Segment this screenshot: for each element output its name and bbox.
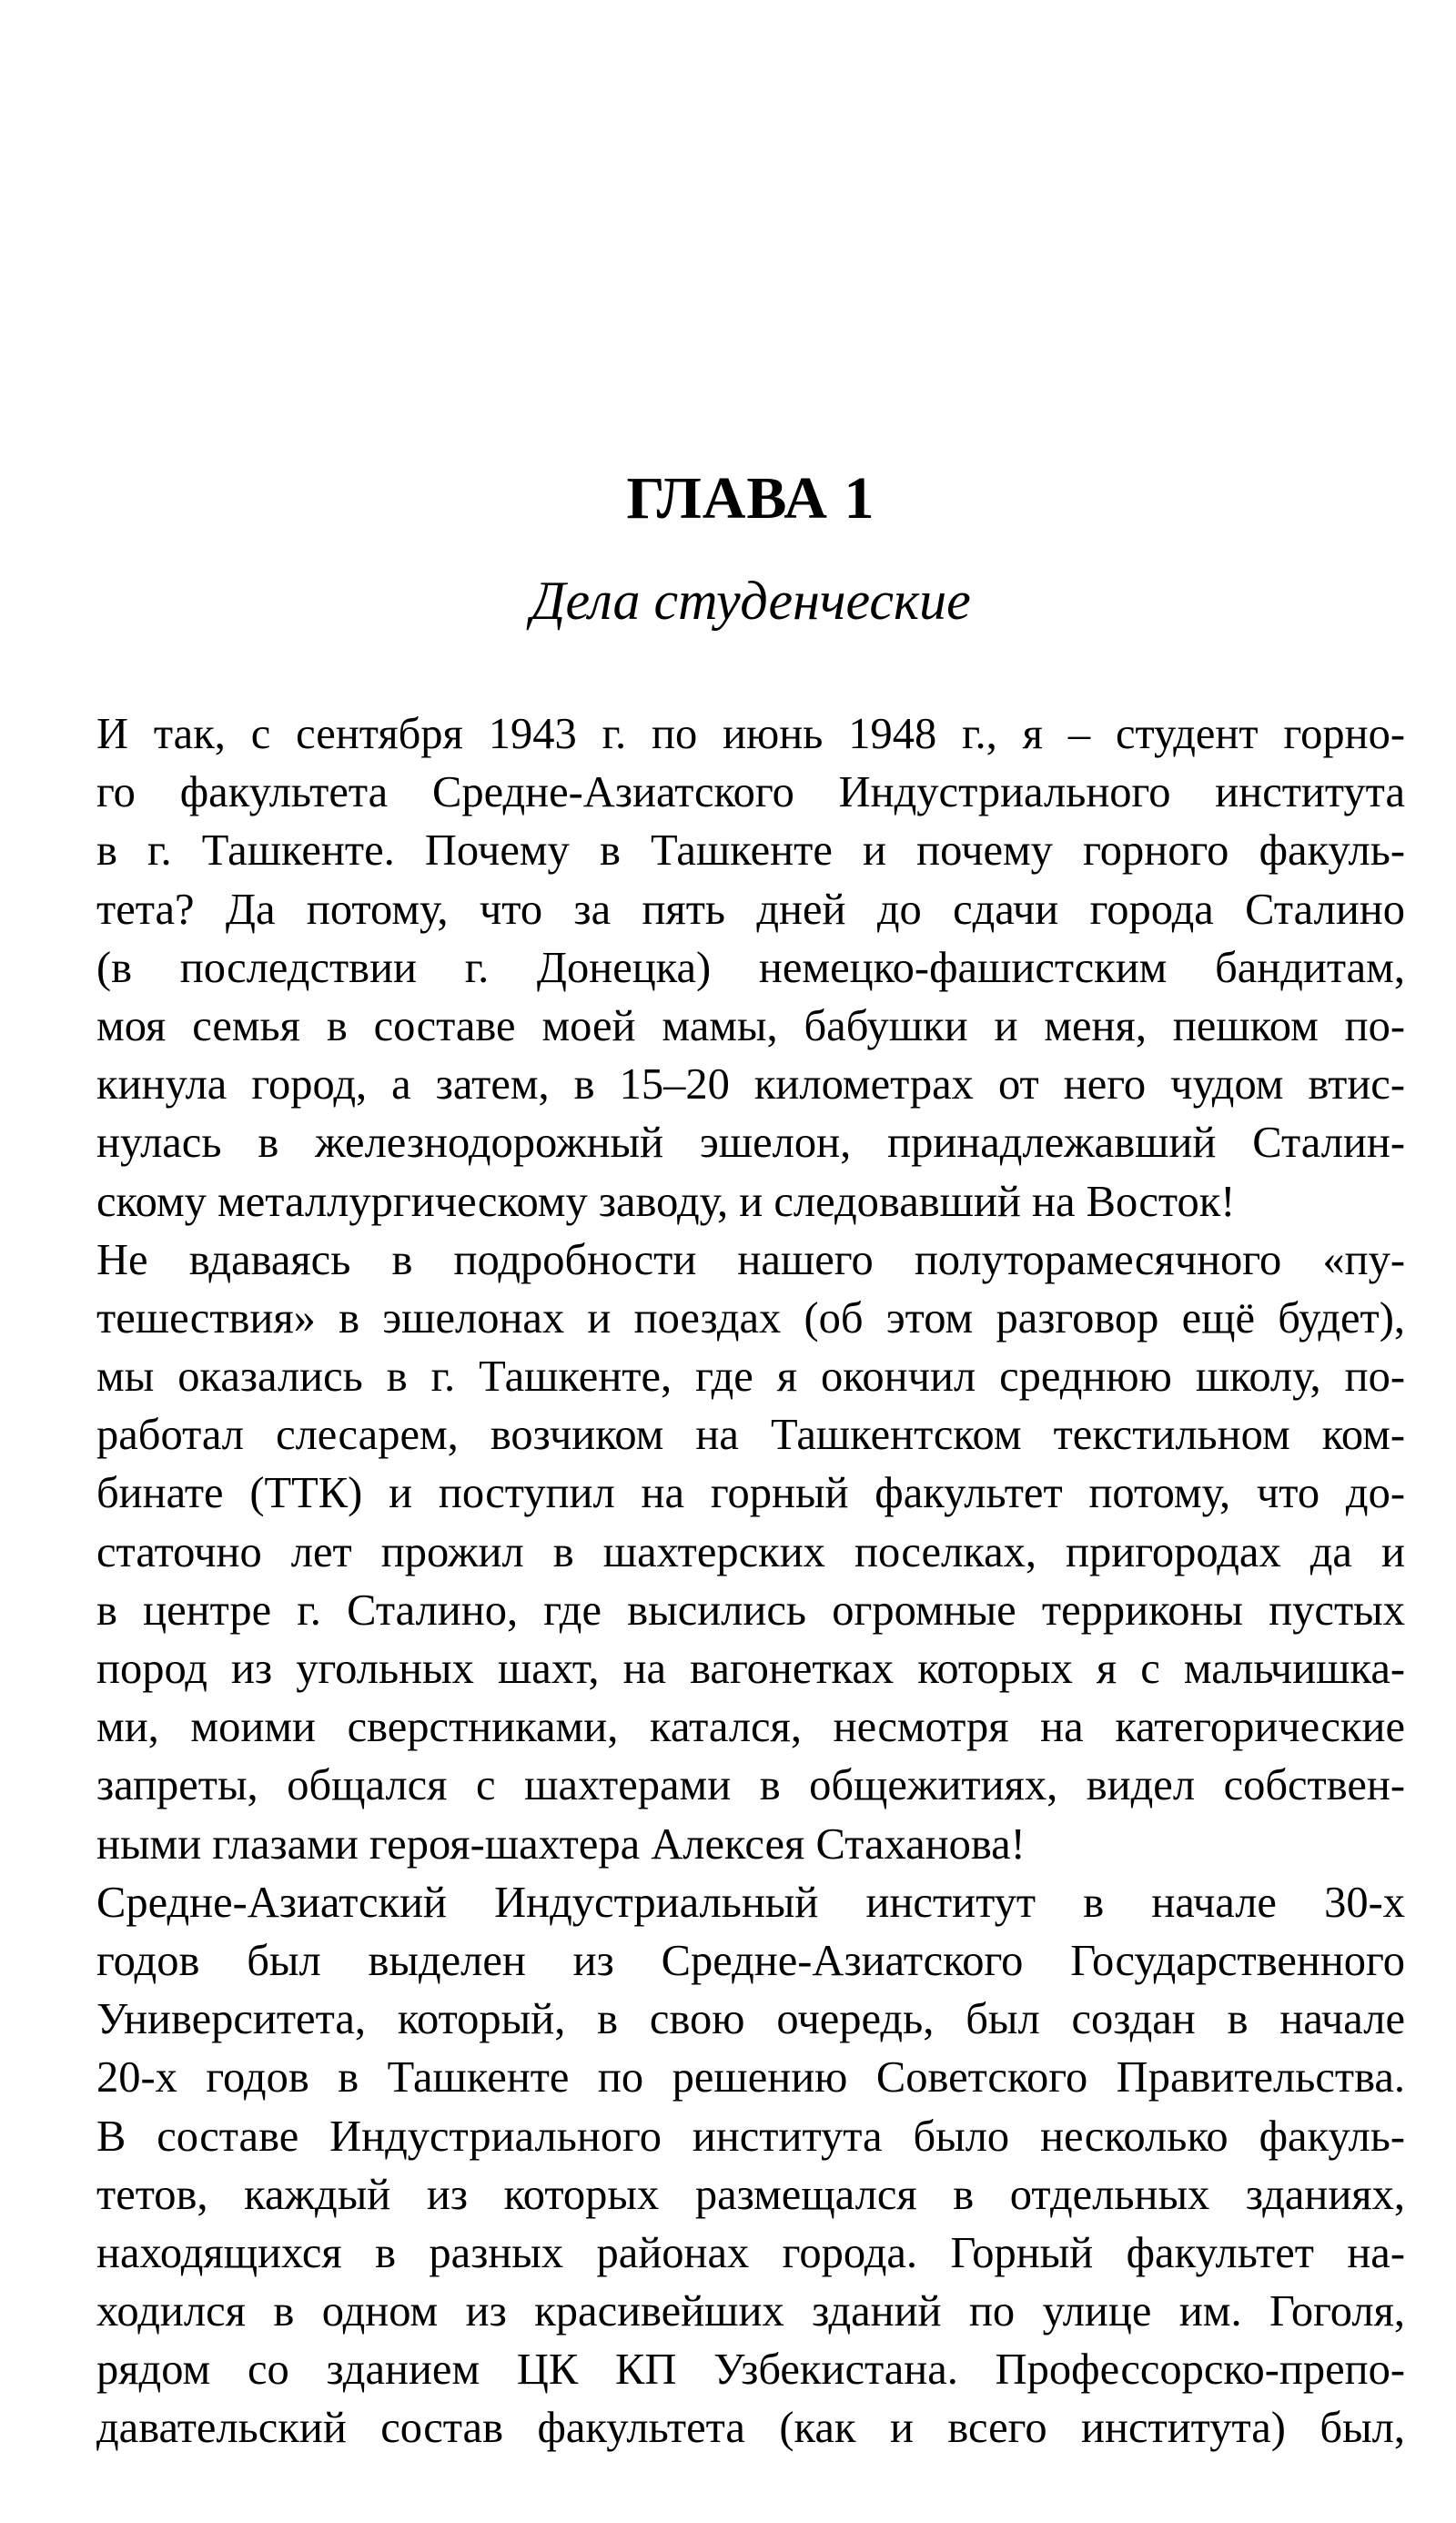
text-line: Не вдаваясь в подробности нашего полуторамесячного «пу- bbox=[96, 1235, 1405, 1284]
text-line: пород из угольных шахт, на вагонетках которых я с мальчишка- bbox=[96, 1645, 1405, 1693]
chapter-subtitle: Дела студенческие bbox=[531, 571, 971, 631]
text-line: скому металлургическому заводу, и следовавший на Восток! bbox=[96, 1177, 1236, 1226]
text-line: в г. Ташкенте. Почему в Ташкенте и почему горного факуль- bbox=[96, 826, 1405, 876]
text-line: тетов, каждый из которых размещался в отдельных зданиях, bbox=[96, 2170, 1405, 2219]
text-line: ми, моими сверстниками, катался, несмотря на категорические bbox=[96, 1703, 1405, 1752]
text-line: в центре г. Сталино, где высились огромные терриконы пустых bbox=[96, 1586, 1405, 1635]
text-line: го факультета Средне-Азиатского Индустриального института bbox=[96, 768, 1405, 817]
text-line: находящихся в разных районах города. Горный факультет на- bbox=[96, 2228, 1405, 2277]
text-line: годов был выделен из Средне-Азиатского Государственного bbox=[96, 1936, 1405, 1985]
text-line: (в последствии г. Донецка) немецко-фашистским бандитам, bbox=[96, 943, 1405, 992]
text-line: давательский состав факультета (как и всего института) был, bbox=[96, 2404, 1405, 2453]
text-line: моя семья в составе моей мамы, бабушки и меня, пешком по- bbox=[96, 1001, 1405, 1050]
text-line: И так, с сентября 1943 г. по июнь 1948 г., я – студент горно- bbox=[96, 710, 1405, 758]
text-line: нулась в железнодорожный эшелон, принадлежавший Сталин- bbox=[96, 1119, 1405, 1168]
text-line: рядом со зданием ЦК КП Узбекистана. Профессорско-препо- bbox=[96, 2346, 1405, 2395]
text-line: статочно лет прожил в шахтерских поселках, пригородах да и bbox=[96, 1527, 1405, 1576]
chapter-body bbox=[96, 705, 1405, 2458]
text-line: запреты, общался с шахтерами в общежитиях, видел собствен- bbox=[96, 1761, 1405, 1810]
text-line: 20-х годов в Ташкенте по решению Советского Правительства. bbox=[96, 2053, 1405, 2102]
text-line: кинула город, а затем, в 15–20 километрах от него чудом втис- bbox=[96, 1060, 1405, 1110]
book-page bbox=[96, 0, 1405, 2523]
text-line: ными глазами героя-шахтера Алексея Стаханова! bbox=[96, 1819, 1026, 1869]
text-line: мы оказались в г. Ташкенте, где я окончил среднюю школу, по- bbox=[96, 1353, 1405, 1402]
text-line: тета? Да потому, что за пять дней до сдачи города Сталино bbox=[96, 885, 1405, 934]
text-line: В составе Индустриального института было несколько факуль- bbox=[96, 2112, 1405, 2161]
chapter-heading: ГЛАВА 1 bbox=[626, 465, 875, 532]
text-line: бинате (ТТК) и поступил на горный факультет потому, что до- bbox=[96, 1469, 1405, 1518]
text-line: тешествия» в эшелонах и поездах (об этом разговор ещё будет), bbox=[96, 1293, 1405, 1343]
text-line: ходился в одном из красивейших зданий по улице им. Гоголя, bbox=[96, 2287, 1405, 2336]
text-line: Средне-Азиатский Индустриальный институт в начале 30-х bbox=[96, 1878, 1405, 1927]
text-line: работал слесарем, возчиком на Ташкентском текстильном ком- bbox=[96, 1411, 1405, 1460]
text-line: Университета, который, в свою очередь, был создан в начале bbox=[96, 1995, 1405, 2044]
